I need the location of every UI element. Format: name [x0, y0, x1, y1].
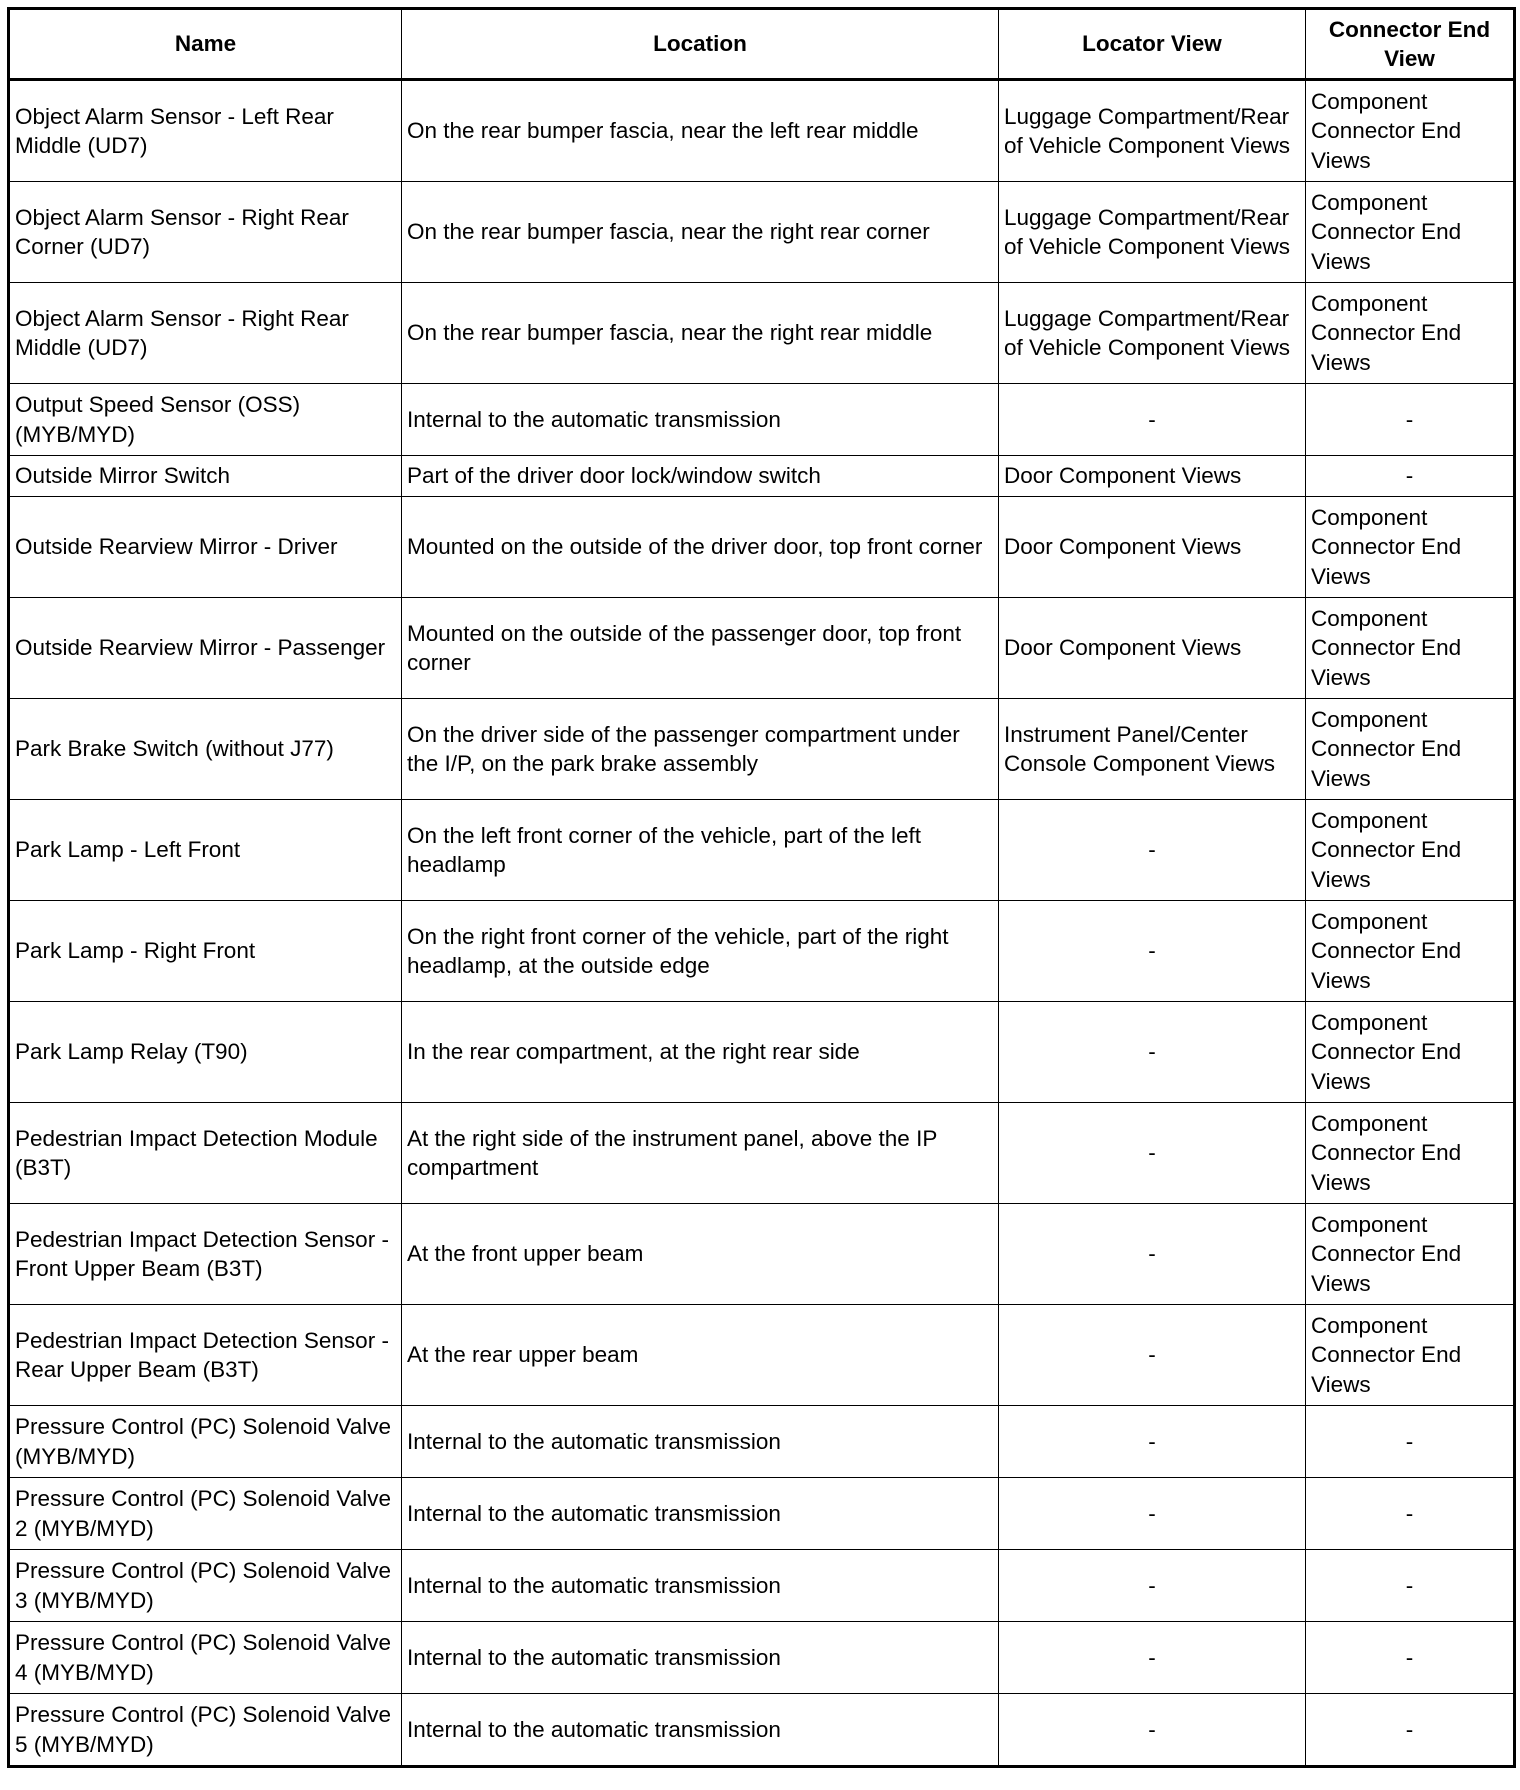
cell-locator-view: - [999, 1305, 1306, 1406]
cell-connector-end-view: - [1306, 456, 1515, 497]
cell-location: On the rear bumper fascia, near the right rear corner [402, 182, 999, 283]
cell-location: On the driver side of the passenger compartment under the I/P, on the park brake assembly [402, 699, 999, 800]
cell-location: At the rear upper beam [402, 1305, 999, 1406]
cell-locator-view: Door Component Views [999, 456, 1306, 497]
cell-location: Mounted on the outside of the driver door, top front corner [402, 497, 999, 598]
table-row [9, 1002, 1515, 1103]
cell-locator-view: Door Component Views [999, 598, 1306, 699]
cell-name: Park Lamp - Left Front [9, 800, 402, 901]
cell-locator-view: - [999, 1406, 1306, 1478]
cell-name: Park Brake Switch (without J77) [9, 699, 402, 800]
cell-connector-end-view: - [1306, 1694, 1515, 1767]
cell-location: On the rear bumper fascia, near the left rear middle [402, 80, 999, 182]
cell-connector-end-view: - [1306, 384, 1515, 456]
cell-name: Pedestrian Impact Detection Sensor - Rear Upper Beam (B3T) [9, 1305, 402, 1406]
cell-locator-view: - [999, 1002, 1306, 1103]
table-row [9, 497, 1515, 598]
table-row [9, 800, 1515, 901]
table-row [9, 1550, 1515, 1622]
cell-connector-end-view: - [1306, 1622, 1515, 1694]
cell-name: Outside Mirror Switch [9, 456, 402, 497]
cell-locator-view: - [999, 800, 1306, 901]
header-location: Location [402, 9, 999, 80]
cell-name: Pressure Control (PC) Solenoid Valve 2 (MYB/MYD) [9, 1478, 402, 1550]
cell-locator-view: Luggage Compartment/Rear of Vehicle Component Views [999, 182, 1306, 283]
table-row [9, 456, 1515, 497]
table-row [9, 1406, 1515, 1478]
cell-location: Internal to the automatic transmission [402, 1694, 999, 1767]
cell-locator-view: - [999, 1550, 1306, 1622]
cell-connector-end-view: - [1306, 1550, 1515, 1622]
cell-name: Object Alarm Sensor - Right Rear Corner (UD7) [9, 182, 402, 283]
cell-locator-view: - [999, 1103, 1306, 1204]
cell-name: Pressure Control (PC) Solenoid Valve 5 (MYB/MYD) [9, 1694, 402, 1767]
cell-connector-end-view: Component Connector End Views [1306, 699, 1515, 800]
cell-name: Output Speed Sensor (OSS) (MYB/MYD) [9, 384, 402, 456]
cell-locator-view: Luggage Compartment/Rear of Vehicle Component Views [999, 80, 1306, 182]
cell-connector-end-view: Component Connector End Views [1306, 1305, 1515, 1406]
cell-location: Internal to the automatic transmission [402, 1622, 999, 1694]
cell-location: At the front upper beam [402, 1204, 999, 1305]
cell-connector-end-view: Component Connector End Views [1306, 1002, 1515, 1103]
cell-connector-end-view: Component Connector End Views [1306, 80, 1515, 182]
table-row [9, 1204, 1515, 1305]
table-row [9, 384, 1515, 456]
table-row [9, 80, 1515, 182]
cell-locator-view: Luggage Compartment/Rear of Vehicle Component Views [999, 283, 1306, 384]
cell-location: Internal to the automatic transmission [402, 1406, 999, 1478]
cell-location: On the right front corner of the vehicle, part of the right headlamp, at the outside edge [402, 901, 999, 1002]
cell-location: At the right side of the instrument panel, above the IP compartment [402, 1103, 999, 1204]
cell-locator-view: Instrument Panel/Center Console Component Views [999, 699, 1306, 800]
cell-connector-end-view: Component Connector End Views [1306, 1103, 1515, 1204]
cell-name: Pressure Control (PC) Solenoid Valve 4 (MYB/MYD) [9, 1622, 402, 1694]
cell-name: Outside Rearview Mirror - Driver [9, 497, 402, 598]
table-row [9, 1103, 1515, 1204]
cell-connector-end-view: Component Connector End Views [1306, 598, 1515, 699]
cell-locator-view: - [999, 384, 1306, 456]
cell-locator-view: Door Component Views [999, 497, 1306, 598]
cell-locator-view: - [999, 1694, 1306, 1767]
cell-location: On the rear bumper fascia, near the right rear middle [402, 283, 999, 384]
cell-locator-view: - [999, 1622, 1306, 1694]
cell-connector-end-view: - [1306, 1478, 1515, 1550]
cell-name: Park Lamp Relay (T90) [9, 1002, 402, 1103]
table-row [9, 1305, 1515, 1406]
cell-name: Pressure Control (PC) Solenoid Valve (MYB/MYD) [9, 1406, 402, 1478]
table-row [9, 1478, 1515, 1550]
cell-connector-end-view: Component Connector End Views [1306, 283, 1515, 384]
table-row [9, 1622, 1515, 1694]
table-row [9, 1694, 1515, 1767]
cell-name: Pressure Control (PC) Solenoid Valve 3 (MYB/MYD) [9, 1550, 402, 1622]
cell-connector-end-view: Component Connector End Views [1306, 182, 1515, 283]
cell-connector-end-view: Component Connector End Views [1306, 497, 1515, 598]
cell-name: Outside Rearview Mirror - Passenger [9, 598, 402, 699]
cell-name: Pedestrian Impact Detection Sensor - Front Upper Beam (B3T) [9, 1204, 402, 1305]
cell-connector-end-view: Component Connector End Views [1306, 1204, 1515, 1305]
cell-location: Mounted on the outside of the passenger door, top front corner [402, 598, 999, 699]
cell-locator-view: - [999, 901, 1306, 1002]
cell-name: Object Alarm Sensor - Left Rear Middle (UD7) [9, 80, 402, 182]
cell-locator-view: - [999, 1204, 1306, 1305]
table-row [9, 598, 1515, 699]
cell-connector-end-view: - [1306, 1406, 1515, 1478]
cell-name: Park Lamp - Right Front [9, 901, 402, 1002]
cell-location: On the left front corner of the vehicle, part of the left headlamp [402, 800, 999, 901]
cell-connector-end-view: Component Connector End Views [1306, 800, 1515, 901]
table-row [9, 699, 1515, 800]
cell-location: Internal to the automatic transmission [402, 384, 999, 456]
component-locator-table [7, 7, 1516, 1768]
table-row [9, 901, 1515, 1002]
cell-location: In the rear compartment, at the right rear side [402, 1002, 999, 1103]
cell-location: Internal to the automatic transmission [402, 1478, 999, 1550]
header-connector-end-view: Connector End View [1306, 9, 1515, 80]
cell-connector-end-view: Component Connector End Views [1306, 901, 1515, 1002]
cell-location: Part of the driver door lock/window switch [402, 456, 999, 497]
table-row [9, 283, 1515, 384]
cell-name: Pedestrian Impact Detection Module (B3T) [9, 1103, 402, 1204]
header-locator-view: Locator View [999, 9, 1306, 80]
header-name: Name [9, 9, 402, 80]
cell-location: Internal to the automatic transmission [402, 1550, 999, 1622]
table-row [9, 182, 1515, 283]
header-row [9, 9, 1515, 80]
cell-locator-view: - [999, 1478, 1306, 1550]
cell-name: Object Alarm Sensor - Right Rear Middle (UD7) [9, 283, 402, 384]
